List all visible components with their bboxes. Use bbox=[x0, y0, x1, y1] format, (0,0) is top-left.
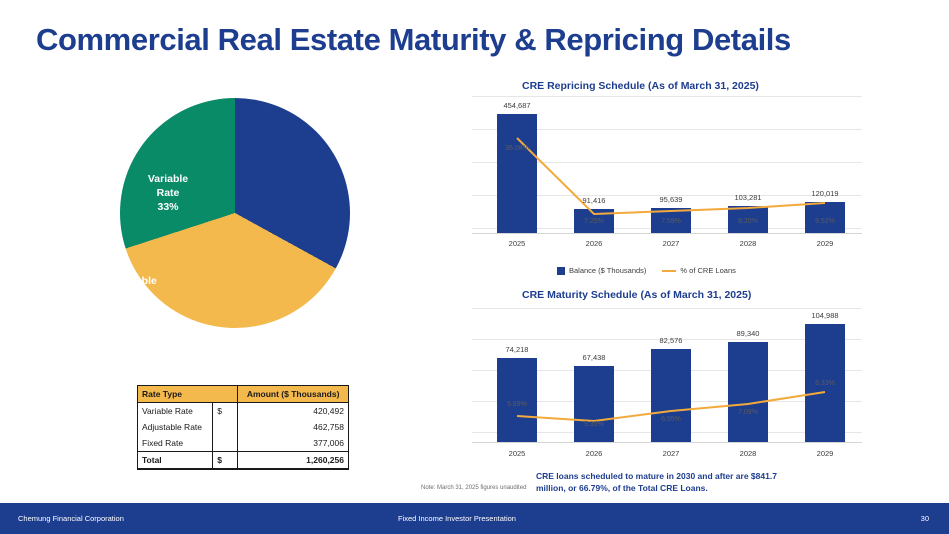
bar-value-2028: 103,281 bbox=[734, 193, 762, 202]
pct-value-2028: 7.09% bbox=[738, 409, 758, 416]
cell-total-label: Total bbox=[138, 452, 213, 470]
footer-company: Chemung Financial Corporation bbox=[18, 514, 124, 523]
table-row bbox=[138, 419, 349, 435]
legend-bar-swatch-icon bbox=[557, 267, 565, 275]
legend-item-balance bbox=[557, 266, 646, 275]
legend-label-pct: % of CRE Loans bbox=[680, 266, 736, 275]
bar-value-2025: 74,218 bbox=[505, 345, 529, 354]
bar-value-2029: 120,019 bbox=[811, 189, 839, 198]
pct-value-2026: 7.25% bbox=[584, 218, 604, 225]
pie-label-variable-line1: Variable bbox=[147, 173, 189, 185]
pct-value-2029: 8.33% bbox=[815, 380, 835, 387]
maturity-chart-title: CRE Maturity Schedule (As of March 31, 2025) bbox=[522, 289, 752, 301]
pie-slice-label-adjustable bbox=[92, 274, 168, 317]
table-header-row bbox=[138, 386, 349, 403]
pct-value-2028: 8.20% bbox=[738, 218, 758, 225]
x-label-2026: 2026 bbox=[585, 239, 603, 248]
pie-label-fixed-pct: 30% bbox=[49, 187, 71, 200]
cre-maturity-footnote: CRE loans scheduled to mature in 2030 and after are $841.7 million, or 66.79%, of the Total CRE Loans. bbox=[536, 471, 777, 494]
cell-rate-type: Adjustable Rate bbox=[138, 419, 213, 435]
bar-value-2028: 89,340 bbox=[736, 329, 760, 338]
cell-currency bbox=[213, 435, 238, 452]
pct-value-2025: 36.08% bbox=[505, 145, 529, 152]
table-total-row bbox=[138, 452, 349, 470]
cell-amount: 377,006 bbox=[238, 435, 349, 452]
bar-value-2027: 95,639 bbox=[659, 195, 683, 204]
x-label-2029: 2029 bbox=[816, 449, 834, 458]
pie-label-variable-pct: 33% bbox=[157, 201, 179, 214]
cell-currency: $ bbox=[213, 403, 238, 420]
cell-total-currency: $ bbox=[213, 452, 238, 470]
pct-value-2025: 5.89% bbox=[507, 401, 527, 408]
x-label-2025: 2025 bbox=[508, 239, 526, 248]
pct-line-series bbox=[472, 96, 862, 261]
bar-value-2026: 91,416 bbox=[582, 196, 606, 205]
x-label-2028: 2028 bbox=[739, 449, 757, 458]
maturity-chart bbox=[472, 308, 862, 463]
bar-value-2025: 454,687 bbox=[503, 101, 531, 110]
cell-rate-type: Variable Rate bbox=[138, 403, 213, 420]
slide-footer bbox=[0, 503, 949, 534]
x-label-2027: 2027 bbox=[662, 239, 680, 248]
pie-label-variable-line2: Rate bbox=[156, 187, 180, 200]
footer-page-number: 30 bbox=[920, 514, 929, 523]
x-label-2028: 2028 bbox=[739, 239, 757, 248]
cell-amount: 462,758 bbox=[238, 419, 349, 435]
cell-rate-type: Fixed Rate bbox=[138, 435, 213, 452]
rate-type-table bbox=[137, 385, 349, 470]
page-title: Commercial Real Estate Maturity & Repricing Details bbox=[36, 22, 791, 57]
pie-slice-label-fixed bbox=[22, 172, 98, 200]
cell-total-amount: 1,260,256 bbox=[238, 452, 349, 470]
pie-label-adjustable-line2: Rate bbox=[118, 289, 142, 302]
pct-value-2029: 9.52% bbox=[815, 218, 835, 225]
pct-value-2027: 6.55% bbox=[661, 416, 681, 423]
bar-value-2029: 104,988 bbox=[811, 311, 839, 320]
repricing-legend bbox=[557, 266, 736, 275]
bar-value-2027: 82,576 bbox=[659, 336, 683, 345]
chart-note: Note: March 31, 2025 figures unaudited bbox=[421, 485, 527, 491]
footer-presentation-title: Fixed Income Investor Presentation bbox=[398, 514, 516, 523]
pie-slice-label-variable bbox=[133, 172, 203, 215]
x-label-2026: 2026 bbox=[585, 449, 603, 458]
pie-label-fixed-line1: Fixed Rate bbox=[33, 173, 87, 185]
pie-label-adjustable-pct: 37% bbox=[119, 303, 141, 316]
table-row bbox=[138, 403, 349, 420]
legend-label-balance: Balance ($ Thousands) bbox=[569, 266, 647, 275]
table-header-amount: Amount ($ Thousands) bbox=[238, 386, 349, 403]
legend-line-swatch-icon bbox=[662, 270, 676, 272]
x-label-2025: 2025 bbox=[508, 449, 526, 458]
legend-item-pct bbox=[662, 266, 735, 275]
x-label-2029: 2029 bbox=[816, 239, 834, 248]
table-row bbox=[138, 435, 349, 452]
pct-value-2027: 7.59% bbox=[661, 218, 681, 225]
repricing-chart-title: CRE Repricing Schedule (As of March 31, 2025) bbox=[522, 80, 759, 92]
bar-value-2026: 67,438 bbox=[582, 353, 606, 362]
pct-value-2026: 5.35% bbox=[584, 421, 604, 428]
repricing-chart bbox=[472, 96, 862, 261]
pie-label-adjustable-line1: Adjustable bbox=[103, 275, 157, 287]
x-label-2027: 2027 bbox=[662, 449, 680, 458]
cell-currency bbox=[213, 419, 238, 435]
table-header-rate-type: Rate Type bbox=[138, 386, 238, 403]
cell-amount: 420,492 bbox=[238, 403, 349, 420]
